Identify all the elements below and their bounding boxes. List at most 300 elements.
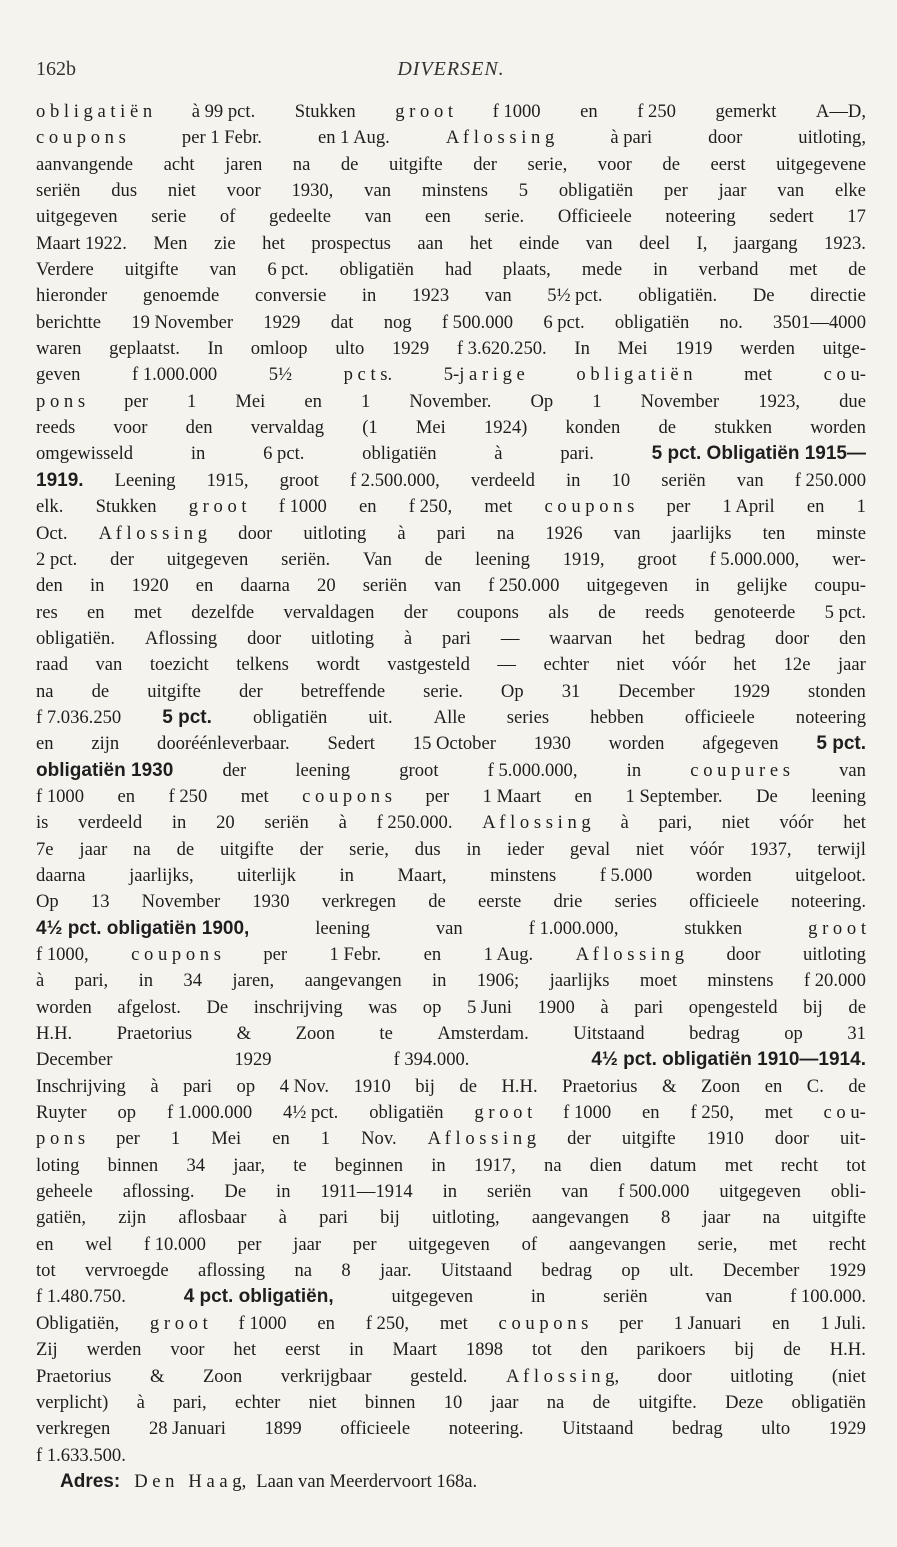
word: uit- (840, 1128, 866, 1150)
word: 1923. (824, 232, 866, 254)
word: de (658, 417, 677, 439)
word: het (733, 654, 757, 676)
word: A f l o s s i n g (445, 127, 555, 149)
word: op (784, 1023, 803, 1045)
word: stukken (684, 917, 743, 939)
word: van (435, 917, 463, 939)
text-line (36, 600, 866, 626)
word: van (839, 759, 866, 781)
word: c o u p o n s (131, 944, 221, 965)
word: November. (409, 390, 492, 412)
word: de (91, 680, 110, 702)
word: afgegeven (702, 733, 779, 755)
word: dooréénleverbaar. (157, 733, 290, 755)
text-line (36, 626, 866, 652)
word: officieele (689, 891, 759, 913)
word: in (566, 469, 581, 491)
text-line (36, 1258, 866, 1284)
word: Inschrijving (36, 1075, 126, 1097)
word: door (708, 127, 743, 149)
word: inschrijving (253, 996, 343, 1018)
word: Uitstaand (573, 1023, 645, 1045)
word: in (138, 970, 154, 992)
word: 1 September. (625, 785, 723, 807)
word: zijn (118, 1207, 147, 1229)
word: van (705, 1286, 733, 1308)
text-line (36, 336, 866, 362)
word: bedrag (689, 1023, 740, 1045)
word: der (222, 759, 247, 781)
word: aan (417, 232, 444, 254)
word: seriën (487, 1181, 532, 1203)
word: konden (565, 417, 621, 439)
word: van (364, 180, 391, 202)
text-line (36, 547, 866, 573)
word: pari, (74, 970, 109, 992)
word: seriën (362, 575, 408, 597)
word: seriën. (281, 548, 331, 570)
word: aanvangende (36, 153, 134, 175)
word: met (240, 785, 269, 807)
word: ulto (335, 338, 365, 360)
word: jaar, (233, 1154, 266, 1176)
word: het (233, 1339, 257, 1361)
word: uitge- (822, 338, 866, 360)
word: de (459, 1075, 477, 1097)
word: der (299, 838, 324, 860)
word: per (237, 1233, 262, 1255)
word: leening (811, 785, 866, 807)
word: wel (85, 1233, 113, 1255)
word: uitgifte (388, 153, 443, 175)
word: en (580, 101, 598, 122)
page-number: 162b (36, 58, 76, 80)
word: ieder (506, 838, 544, 860)
word: het (262, 232, 285, 254)
text-line (36, 1021, 866, 1047)
word: 1930, (291, 180, 334, 202)
word: obligatiën 1930 (36, 759, 174, 781)
word: obligatiën. (638, 285, 718, 307)
text-line (36, 705, 866, 731)
word: door (774, 1128, 809, 1150)
word: o b l i g a t i ë n (36, 101, 153, 122)
word: der (567, 1128, 591, 1150)
word: f 1000 (36, 785, 85, 807)
word: had (444, 259, 472, 281)
word: geheele (36, 1181, 93, 1203)
word: of (521, 1233, 538, 1255)
text-line (36, 731, 866, 757)
word: Stukken (294, 101, 356, 122)
word: leening (315, 917, 370, 939)
word: binnen (107, 1154, 159, 1176)
word: c o u p o n s (544, 496, 635, 518)
word: à (338, 812, 347, 834)
word: echter (234, 1391, 281, 1413)
word: leening (295, 759, 351, 781)
word: Stukken (95, 496, 157, 518)
word: December (36, 1049, 113, 1071)
word: à (600, 996, 609, 1018)
word: Praetorius (36, 1365, 112, 1387)
word: voor (170, 1339, 205, 1361)
word: A—D, (815, 101, 866, 122)
word: Ruyter (36, 1102, 87, 1124)
word: van (434, 575, 462, 597)
word: jaar (79, 838, 108, 860)
word: A f l o s s i n g, (505, 1365, 620, 1387)
word: pari. (560, 443, 594, 465)
word: de (340, 153, 359, 175)
word: 6 pct. (543, 311, 585, 333)
word: p o n s (36, 390, 86, 412)
word: verband (698, 259, 759, 281)
word: obligatiën (362, 443, 437, 465)
word: aflosbaar (178, 1207, 247, 1229)
text-line (36, 99, 866, 125)
word: na (546, 1391, 565, 1413)
word: bij (415, 1075, 435, 1097)
word: f 1000 (563, 1102, 612, 1124)
word: op (117, 1102, 137, 1124)
word: obligatiën (252, 706, 328, 728)
word: door (726, 944, 761, 965)
word: p c t s. (343, 364, 393, 386)
word: en (642, 1102, 660, 1124)
word: 17 (847, 206, 866, 228)
text-line (36, 1126, 866, 1152)
word: bij (380, 1207, 400, 1229)
word: gatiën, (36, 1207, 87, 1229)
word: bij (803, 996, 823, 1018)
word: der (238, 680, 263, 702)
word: obligatiën. (36, 627, 116, 649)
word: en (764, 1075, 783, 1097)
word: à (278, 1207, 287, 1229)
word: van (364, 206, 392, 228)
word: serie, (349, 838, 389, 860)
word: 13 (90, 891, 110, 913)
word: 1 (592, 390, 602, 412)
word: noteering. (448, 1418, 524, 1440)
text-line (36, 916, 866, 942)
word: uitgifte (621, 1128, 676, 1150)
word: na (36, 680, 54, 702)
word: uitgegeven (36, 206, 118, 228)
word: Alle (433, 706, 466, 728)
text-line (36, 1284, 866, 1310)
word: het (843, 812, 866, 834)
text-line (36, 231, 866, 257)
word: f 250.000 (488, 575, 560, 597)
word: 20 (216, 812, 235, 834)
word: aangevangen (531, 1207, 629, 1229)
text-line (36, 1364, 866, 1390)
word: was (368, 996, 398, 1018)
word: f 1.633.500. (36, 1444, 126, 1466)
word: 4 pct. obligatiën, (183, 1286, 334, 1308)
word: niet (721, 812, 750, 834)
word: met (724, 1154, 753, 1176)
word: f 250 (637, 101, 676, 122)
text-line (36, 521, 866, 547)
word: serie, (527, 153, 568, 175)
word: pari, (173, 1391, 207, 1413)
word: en (117, 785, 136, 807)
word: recht (780, 1154, 819, 1176)
word: nog (383, 311, 412, 333)
address-city: D e n H a a g, (134, 1470, 247, 1492)
word: — (497, 654, 516, 676)
word: vastgesteld (387, 654, 470, 676)
word: Op (500, 680, 524, 702)
word: worden (695, 864, 752, 886)
word: 1937, (749, 838, 792, 860)
text-line (36, 1443, 866, 1469)
word: door (247, 627, 282, 649)
word: dus (414, 838, 441, 860)
word: coupons (456, 601, 519, 623)
word: in (695, 575, 710, 597)
word: mede (581, 259, 623, 281)
word: serie (151, 206, 187, 228)
word: na (762, 1207, 781, 1229)
word: voor (597, 153, 632, 175)
word: 10 (443, 1391, 463, 1413)
word: g r o o t (188, 496, 247, 518)
text-line (36, 1179, 866, 1205)
word: ult. (669, 1260, 694, 1282)
text-line (36, 1311, 866, 1337)
word: (niet (831, 1365, 866, 1387)
text-line (36, 257, 866, 283)
word: en (195, 575, 214, 597)
word: uitloting (311, 627, 375, 649)
word: A f l o s s i n g (98, 522, 208, 544)
word: groot (637, 548, 677, 570)
word: tot (36, 1260, 56, 1282)
word: einde (518, 232, 560, 254)
word: obligatiën (339, 259, 414, 281)
word: November (141, 891, 221, 913)
word: c o u- (823, 1102, 866, 1124)
word: worden (810, 417, 866, 439)
word: à (620, 812, 629, 834)
word: 4 Nov. (279, 1075, 330, 1097)
word: 1 Febr. (329, 944, 382, 965)
word: gedeelte (269, 206, 331, 228)
word: per (124, 390, 148, 412)
word: Obligatiën, (36, 1312, 120, 1334)
word: jaarlijks, (129, 864, 194, 886)
word: terwijl (817, 838, 866, 860)
text-line (36, 178, 866, 204)
word: uitgegeven (719, 1181, 801, 1203)
word: seriën (36, 180, 81, 202)
word: g r o o t (474, 1102, 533, 1124)
word: toezicht (149, 654, 209, 676)
word: te (293, 1154, 307, 1176)
word: Praetorius (562, 1075, 638, 1097)
word: 4½ pct. obligatiën 1900, (36, 917, 250, 939)
word: 1 Januari (673, 1312, 742, 1334)
word: pari (436, 522, 466, 544)
word: 1910 (706, 1128, 744, 1150)
word: Leening (114, 469, 176, 491)
word: 4½ pct. (283, 1102, 339, 1124)
word: f 394.000. (393, 1049, 470, 1071)
word: van (777, 180, 805, 202)
word: 1898 (465, 1339, 504, 1361)
word: 5 Juni (466, 996, 512, 1018)
word: Amsterdam. (437, 1023, 529, 1045)
word: uitgegeven (408, 1233, 490, 1255)
word: na (496, 522, 515, 544)
word: c o u p o n s (36, 127, 126, 149)
word: op (621, 1260, 640, 1282)
word: 1929 (828, 1418, 866, 1440)
word: f 1.000.000, (528, 917, 619, 939)
word: 1 (856, 496, 866, 518)
word: per (664, 180, 688, 202)
word: uitloting (730, 1365, 794, 1387)
word: 1 (360, 390, 371, 412)
word: het (642, 627, 665, 649)
word: pari (634, 996, 664, 1018)
word: à (150, 1075, 159, 1097)
word: à (494, 443, 503, 465)
word: C. (806, 1075, 824, 1097)
word: in (466, 838, 481, 860)
word: 1923, (758, 390, 801, 412)
word: Van (363, 548, 392, 570)
word: 1919, (562, 548, 605, 570)
word: bedrag (694, 627, 746, 649)
word: minstens (707, 970, 774, 992)
word: per (425, 785, 450, 807)
word: de (428, 891, 446, 913)
word: noteering (795, 706, 866, 728)
word: niet (635, 838, 664, 860)
word: der (473, 153, 497, 175)
word: sedert (769, 206, 814, 228)
word: loting (36, 1154, 80, 1176)
word: 10 (611, 469, 631, 491)
word: seriën (661, 469, 706, 491)
word: f 3.620.250. (456, 338, 547, 360)
word: per (263, 944, 288, 965)
text-line (36, 679, 866, 705)
word: f 1.480.750. (36, 1286, 126, 1308)
word: g r o o t (395, 101, 454, 122)
word: omgewisseld (36, 443, 134, 465)
word: en (36, 733, 54, 755)
word: verkregen (321, 891, 397, 913)
word: due (839, 390, 866, 412)
word: plaats, (502, 259, 551, 281)
word: per (352, 1233, 377, 1255)
word: van (585, 232, 613, 254)
word: jaar (837, 654, 866, 676)
word: per (116, 1128, 140, 1150)
word: door (775, 627, 810, 649)
word: daarna (36, 864, 86, 886)
word: f 250.000 (794, 469, 866, 491)
word: vervroegde (84, 1260, 169, 1282)
text-line (36, 889, 866, 915)
word: obligatiën (558, 180, 634, 202)
word: officieele (340, 1418, 411, 1440)
text-line (36, 837, 866, 863)
text-line (36, 1074, 866, 1100)
word: res (36, 601, 58, 623)
word: na (292, 153, 311, 175)
word: pari (442, 627, 471, 649)
word: De (224, 1181, 247, 1203)
word: (1 (362, 417, 378, 439)
word: 1900 (537, 996, 575, 1018)
word: pari (183, 1075, 213, 1097)
word: eerst (710, 153, 746, 175)
word: raad (36, 654, 68, 676)
word: & (662, 1075, 677, 1097)
word: waarvan (549, 627, 613, 649)
word: Zij (36, 1339, 58, 1361)
word: als (548, 601, 569, 623)
word: g r o o t (149, 1312, 208, 1334)
word: en (304, 390, 322, 412)
word: omloop (250, 338, 308, 360)
text-line (36, 415, 866, 441)
word: verkregen (36, 1418, 111, 1440)
word: Uitstaand (440, 1260, 513, 1282)
word: Op (36, 891, 59, 913)
word: Deze (725, 1391, 764, 1413)
word: echter (543, 654, 589, 676)
word: 1 Maart (482, 785, 541, 807)
word: de (424, 548, 443, 570)
word: vervaldag (250, 417, 325, 439)
word: à pari (610, 127, 653, 149)
word: Zoon (295, 1023, 335, 1045)
word: 1911—1914 (320, 1181, 413, 1203)
word: uitgegeven (166, 548, 249, 570)
text-line (36, 1047, 866, 1073)
word: 1919. (36, 469, 84, 491)
word: obligatiën (614, 311, 690, 333)
word: 8 (341, 1260, 351, 1282)
word: f 1000, (36, 944, 89, 965)
word: geval (569, 838, 611, 860)
word: 34 (183, 970, 203, 992)
word: en (272, 1128, 290, 1150)
word: uitgeloot. (795, 864, 866, 886)
word: geven (36, 364, 81, 386)
word: genoteerde (713, 601, 796, 623)
word: 1930 (533, 733, 571, 755)
word: 5 pct. (162, 706, 212, 728)
word: A f l o s s i n g (575, 944, 685, 965)
word: c o u- (823, 364, 866, 386)
word: en (87, 601, 105, 623)
text-line (36, 125, 866, 151)
word: zie (213, 232, 236, 254)
word: verkrijgbaar (280, 1365, 372, 1387)
word: in (190, 443, 206, 465)
word: Mei (211, 1128, 242, 1150)
word: met (439, 1312, 468, 1334)
